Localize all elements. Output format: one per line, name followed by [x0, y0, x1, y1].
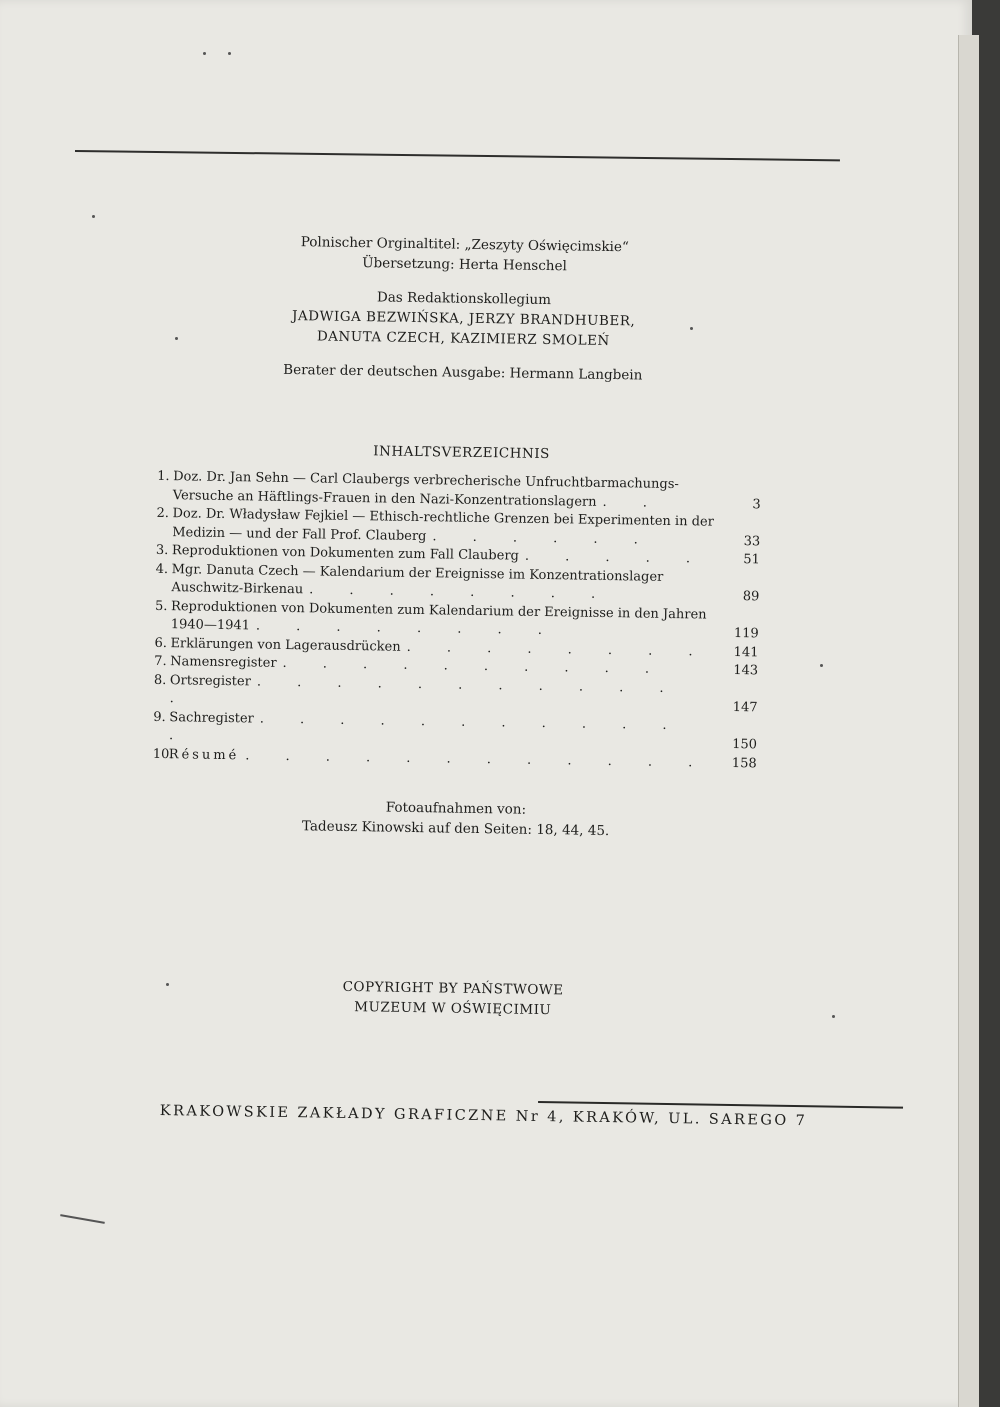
- toc-entry: 6. Erklärungen von Lagerausdrücken . . . . . . . . 141: [158, 634, 758, 662]
- toc-entry: 10. Résumé . . . . . . . . . . . . 158: [157, 745, 757, 773]
- toc-entry-number: 4.: [155, 561, 169, 577]
- toc-entry: 4. Mgr. Danuta Czech — Kalendarium der Ereignisse im Konzentrationslager Auschwitz-Birkenau . . . . . . . . 89: [159, 560, 760, 606]
- top-rule: [75, 150, 840, 161]
- table-of-contents: [152, 468, 762, 773]
- paper-speck: [203, 52, 206, 55]
- toc-entry-title: Ortsregister: [169, 672, 252, 689]
- toc-entry-title: Résumé: [168, 746, 240, 763]
- toc-entry-title: Reproduktionen von Dokumenten zum Kalendarium der Ereignisse in den Jahren 1940—1941: [170, 598, 707, 634]
- toc-entry-title: Mgr. Danuta Czech — Kalendarium der Ereignisse im Konzentrationslager Auschwitz-Birkenau: [171, 561, 664, 598]
- toc-entry-number: 9.: [153, 709, 166, 725]
- editorial-members-2: DANUTA CZECH, KAZIMIERZ SMOLEŃ: [316, 328, 610, 349]
- paper-speck: [175, 337, 178, 340]
- toc-entry-number: 5.: [154, 598, 168, 614]
- toc-entry-page: 158: [731, 755, 757, 771]
- advisor-credit: Berater der deutschen Ausgabe: Hermann Langbein: [283, 361, 643, 384]
- toc-entry-page: 147: [732, 699, 758, 716]
- editorial-members-1: JADWIGA BEZWIŃSKA, JERZY BRANDHUBER,: [291, 308, 636, 330]
- copyright-line-1: COPYRIGHT BY PAŃSTWOWE: [342, 978, 564, 999]
- copyright-line-2: MUZEUM W OŚWIĘCIMIU: [354, 999, 552, 1019]
- toc-entry: 5. Reproduktionen von Dokumenten zum Kalendarium der Ereignisse in den Jahren 1940—1941 . . . . . . . . 119: [159, 597, 760, 643]
- toc-entry-title: Reproduktionen von Dokumenten zum Fall Clauberg: [171, 543, 520, 564]
- footer-rule: [538, 1101, 903, 1109]
- toc-entry-page: 89: [742, 589, 760, 605]
- next-page-edge: [958, 35, 979, 1407]
- paper-speck: [820, 664, 823, 667]
- toc-heading: INHALTSVERZEICHNIS: [373, 443, 550, 463]
- toc-entry-page: 150: [732, 736, 758, 753]
- translation-credit: Übersetzung: Herta Henschel: [362, 255, 567, 275]
- photo-credit: Tadeusz Kinowski auf den Seiten: 18, 44, 45.: [301, 818, 610, 840]
- toc-entry: 9. Sachregister . . . . . . . . . . . . 150: [157, 708, 758, 754]
- editorial-heading: Das Redaktionskollegium: [376, 289, 552, 309]
- toc-entry: 1. Doz. Dr. Jan Sehn — Carl Claubergs verbrecherische Unfruchtbarmachungs-Versuche an Häftlings-Frauen in den Nazi-Konzentrationslagern . . 3: [161, 468, 762, 514]
- toc-entry-number: 8.: [153, 672, 167, 688]
- toc-entry-title: Namensregister: [170, 654, 277, 671]
- paper-speck: [832, 1015, 835, 1018]
- toc-entry: 3. Reproduktionen von Dokumenten zum Fall Clauberg . . . . . 51: [160, 542, 760, 570]
- printer-footer: [159, 1103, 808, 1130]
- toc-entry-page: 143: [733, 662, 759, 679]
- toc-entry-number: 6.: [154, 635, 168, 651]
- photo-credit-heading: Fotoaufnahmen von:: [385, 799, 527, 818]
- toc-entry-number: 3.: [155, 542, 169, 559]
- toc-entry-page: 141: [733, 644, 759, 660]
- toc-entry-number: 10.: [152, 746, 174, 762]
- paper-speck: [92, 215, 95, 218]
- paper-speck: [690, 327, 693, 330]
- toc-entry: 2. Doz. Dr. Władysław Fejkiel — Ethisch-rechtliche Grenzen bei Experimenten in der Medizin — und der Fall Prof. Clauberg . . . . . . 33: [160, 505, 761, 551]
- toc-entry-number: 2.: [156, 505, 170, 522]
- toc-entry-number: 1.: [157, 468, 170, 485]
- toc-entry: 8. Ortsregister . . . . . . . . . . . . 147: [157, 671, 758, 717]
- toc-entry: 7. Namensregister . . . . . . . . . . 143: [158, 653, 758, 681]
- toc-entry-page: 3: [752, 496, 761, 512]
- toc-entry-title: Sachregister: [169, 709, 254, 726]
- toc-entry-page: 51: [743, 552, 761, 568]
- toc-entry-title: Doz. Dr. Władysław Fejkiel — Ethisch-rechtliche Grenzen bei Experimenten in der Medizin — und der Fall Prof. Clauberg: [172, 506, 714, 544]
- toc-entry-page: 119: [733, 625, 759, 642]
- paper-speck: [166, 983, 169, 986]
- toc-entry-title: Doz. Dr. Jan Sehn — Carl Claubergs verbrecherische Unfruchtbarmachungs-Versuche an Häftlings-Frauen in den Nazi-Konzentrationslagern: [172, 469, 679, 510]
- printer-imprint: KRAKOWSKIE ZAKŁADY GRAFICZNE Nr 4, KRAKÓW, UL. SAREGO 7: [159, 1103, 808, 1130]
- toc-entry-title: Erklärungen von Lagerausdrücken: [170, 635, 401, 655]
- page-content: [153, 230, 765, 1023]
- paper-speck: [228, 52, 231, 55]
- original-title: Polnischer Orginaltitel: „Zeszyty Oświęcimskie“: [300, 234, 629, 256]
- paper-mark: [60, 1214, 105, 1224]
- toc-entry-page: 33: [743, 533, 761, 549]
- toc-entry-number: 7.: [154, 653, 167, 670]
